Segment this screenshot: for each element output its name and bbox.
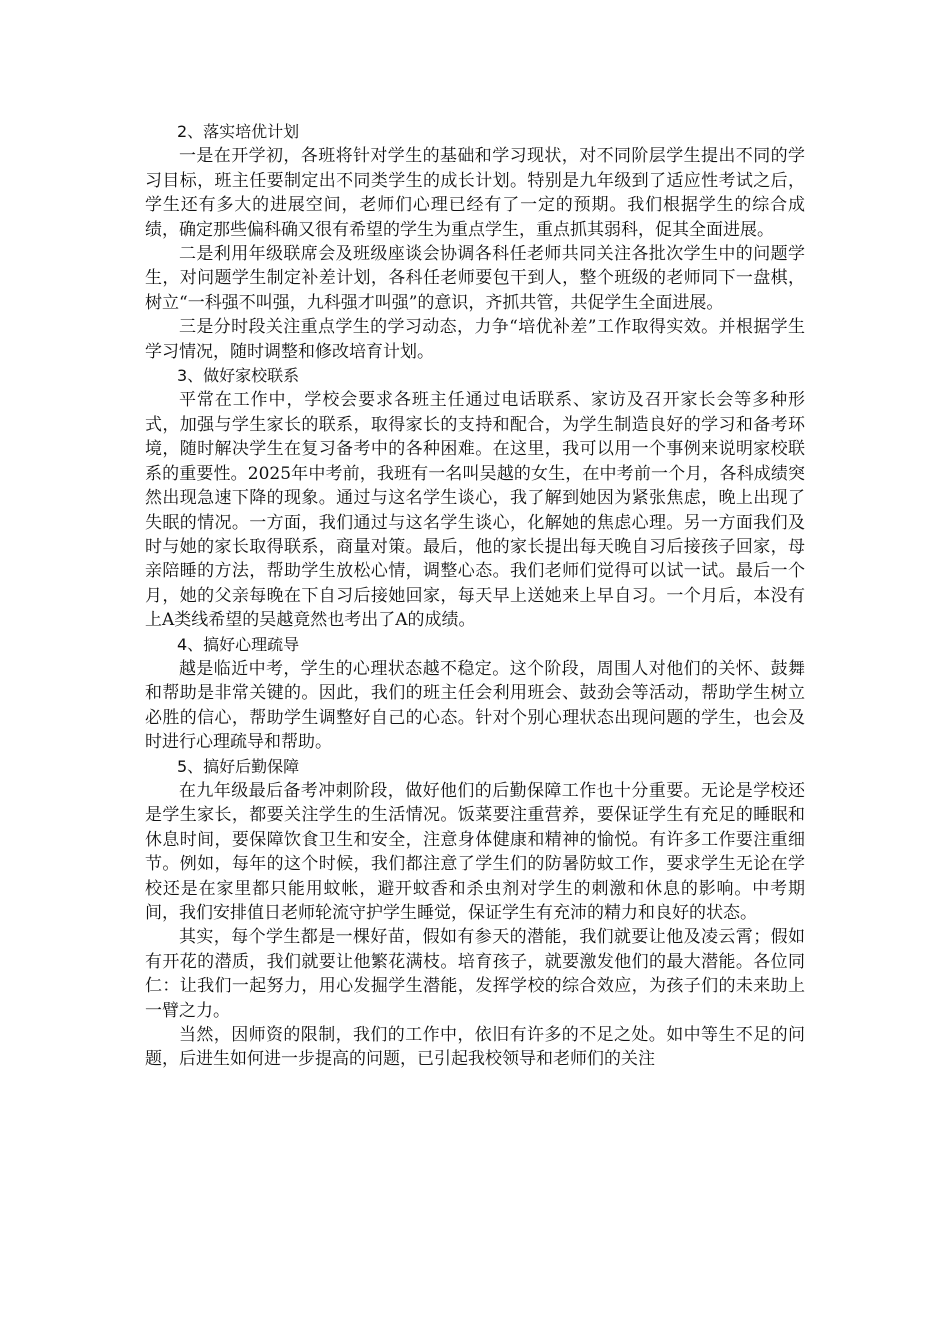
section-heading-5: 5、搞好后勤保障: [177, 756, 300, 776]
paragraph-potential: 其实，每个学生都是一棵好苗，假如有参天的潜能，我们就要让他及凌云霄；假如有开花的潜质，我们就要让他繁花满枝。培育孩子，就要激发他们的最大潜能。各位同仁：让我们一起努力，用心发掘学生潜能，发挥学校的综合效应，为孩子们的未来助上一臂之力。: [145, 927, 805, 1021]
paragraph-phase-tracking: 三是分时段关注重点学生的学习动态，力争“培优补差”工作取得实效。并根据学生学习情况，随时调整和修改培育计划。: [145, 317, 805, 362]
section-heading-4: 4、搞好心理疏导: [177, 634, 300, 654]
paragraph-logistics-support: 在九年级最后备考冲刺阶段，做好他们的后勤保障工作也十分重要。无论是学校还是学生家长，都要关注学生的生活情况。饭菜要注重营养，要保证学生有充足的睡眠和休息时间，要保障饮食卫生和安全，注意身体健康和精神的愉悦。有许多工作要注重细节。例如，每年的这个时候，我们都注意了学生们的防暑防蚊工作，要求学生无论在学校还是在家里都只能用蚊帐，避开蚊香和杀虫剂对学生的刺激和休息的影响。中考期间，我们安排值日老师轮流守护学生睡觉，保证学生有充沛的精力和良好的状态。: [145, 780, 805, 923]
section-heading-2: 2、落实培优计划: [177, 122, 300, 141]
document-body: [145, 120, 805, 1072]
paragraph-remedial-plan: 二是利用年级联席会及班级座谈会协调各科任老师共同关注各批次学生中的问题学生，对问题学生制定补差计划，各科任老师要包干到人，整个班级的老师同下一盘棋，树立“一科强不叫强，九科强才叫强”的意识，齐抓共管，共促学生全面进展。: [145, 244, 805, 313]
paragraph-shortcomings: 当然，因师资的限制，我们的工作中，依旧有许多的不足之处。如中等生不足的问题，后进生如何进一步提高的问题，已引起我校领导和老师们的关注: [145, 1025, 805, 1070]
section-heading-3: 3、做好家校联系: [177, 366, 300, 386]
paragraph-home-school-contact: 平常在工作中，学校会要求各班主任通过电话联系、家访及召开家长会等多种形式，加强与学生家长的联系，取得家长的支持和配合，为学生制造良好的学习和备考环境，随时解决学生在复习备考中的各种困难。在这里，我可以用一个事例来说明家校联系的重要性。2025年中考前，我班有一名叫吴越的女生，在中考前一个月，各科成绩突然出现急速下降的现象。通过与这名学生谈心，我了解到她因为紧张焦虑，晚上出现了失眠的情况。一方面，我们通过与这名学生谈心，化解她的焦虑心理。另一方面我们及时与她的家长取得联系，商量对策。最后，他的家长提出每天晚自习后接孩子回家，母亲陪睡的方法，帮助学生放松心情，调整心态。我们老师们觉得可以试一试。最后一个月，她的父亲每晚在下自习后接她回家，每天早上送她来上早自习。一个月后，本没有上A类线希望的吴越竟然也考出了A的成绩。: [145, 390, 805, 631]
paragraph-psychological-counseling: 越是临近中考，学生的心理状态越不稳定。这个阶段，周围人对他们的关怀、鼓舞和帮助是非常关键的。因此，我们的班主任会利用班会、鼓劲会等活动，帮助学生树立必胜的信心，帮助学生调整好自己的心态。针对个别心理状态出现问题的学生，也会及时进行心理疏导和帮助。: [145, 658, 805, 753]
paragraph-top-students-goals: 一是在开学初，各班将针对学生的基础和学习现状，对不同阶层学生提出不同的学习目标，班主任要制定出不同类学生的成长计划。特别是九年级到了适应性考试之后，学生还有多大的进展空间，老师们心理已经有了一定的预期。我们根据学生的综合成绩，确定那些偏科确又很有希望的学生为重点学生，重点抓其弱科，促其全面进展。: [145, 146, 805, 240]
